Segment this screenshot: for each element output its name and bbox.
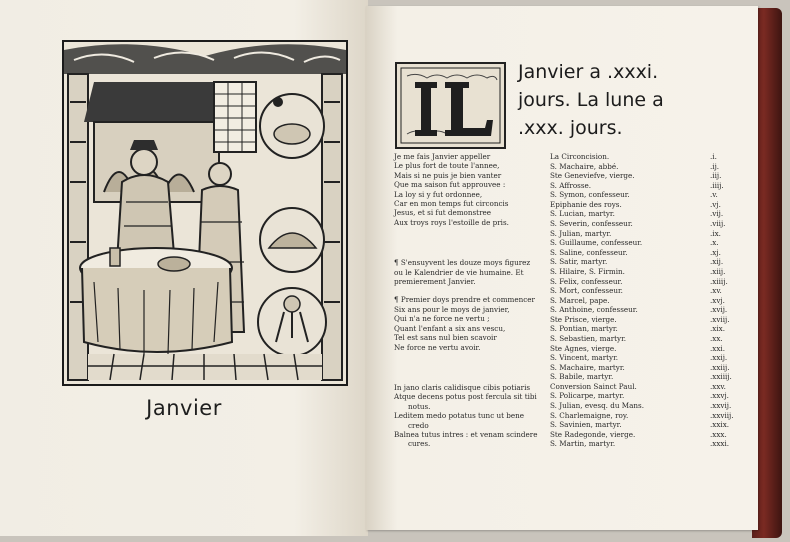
saint-name: S. Sebastien, martyr. xyxy=(550,333,627,343)
saint-day-row xyxy=(550,267,740,277)
saint-name: S. Vincent, martyr. xyxy=(550,353,619,363)
initial-letter-image xyxy=(397,64,504,147)
saint-name: S. Mort, confesseur. xyxy=(550,286,623,296)
saint-day-row xyxy=(550,248,740,258)
month-heading xyxy=(518,58,738,142)
saint-day-row xyxy=(550,439,740,449)
saint-name: S. Machaire, abbé. xyxy=(550,161,619,171)
saint-name: S. Policarpe, martyr. xyxy=(550,391,625,401)
day-number: .xix. xyxy=(710,324,725,334)
saint-name: S. Savinien, martyr. xyxy=(550,420,622,430)
saint-day-row xyxy=(550,382,740,392)
verse-line: Que ma saison fut approuvee : xyxy=(394,180,506,190)
saint-day-row xyxy=(550,315,740,325)
verse-line: premierement Janvier. xyxy=(394,277,476,287)
verse-line: Six ans pour le moys de janvier, xyxy=(394,304,510,314)
spacer xyxy=(394,361,546,383)
saint-name: S. Babile, martyr. xyxy=(550,372,614,382)
saint-day-row xyxy=(550,430,740,440)
saint-name: S. Lucian, martyr. xyxy=(550,209,615,219)
day-number: .viij. xyxy=(710,219,726,229)
saint-name: Ste Agnes, vierge. xyxy=(550,343,617,353)
day-number: .xiij. xyxy=(710,266,726,276)
saint-name: S. Satir, martyr. xyxy=(550,257,608,267)
saint-name: S. Symon, confesseur. xyxy=(550,190,630,200)
saint-day-row xyxy=(550,344,740,354)
day-number: .xij. xyxy=(710,257,724,267)
saint-day-row xyxy=(550,229,740,239)
verse-line: ou le Kalendrier de vie humaine. Et xyxy=(394,267,524,277)
day-number: .vij. xyxy=(710,209,724,219)
verse-line: Qui n'a ne force ne vertu ; xyxy=(394,314,490,324)
saint-name: S. Anthoine, confesseur. xyxy=(550,305,638,315)
verse-line: ¶ Premier doys prendre et commencer xyxy=(394,295,535,305)
saint-day-row xyxy=(550,257,740,267)
verse-line: Aux troys roys l'estoille de pris. xyxy=(394,217,509,227)
saints-calendar xyxy=(550,152,740,449)
saint-day-row xyxy=(550,324,740,334)
verse-line: Mais si ne puis je bien vanter xyxy=(394,170,502,180)
latin-line: Leditem medo potatus tunc ut bene xyxy=(394,411,525,421)
verse-stanza-2 xyxy=(394,258,546,286)
saint-day-row xyxy=(550,277,740,287)
saint-name: S. Severin, confesseur. xyxy=(550,219,633,229)
day-number: .xxix. xyxy=(710,420,730,430)
latin-line: cures. xyxy=(408,439,431,449)
verse-line: Ne force ne vertu avoir. xyxy=(394,342,481,352)
woodcut-illustration xyxy=(62,40,348,386)
left-page xyxy=(0,0,368,536)
saint-day-row xyxy=(550,363,740,373)
saint-day-row xyxy=(550,209,740,219)
decorated-initial xyxy=(395,62,506,149)
saint-day-row xyxy=(550,286,740,296)
day-number: .xxiij. xyxy=(710,362,730,372)
saint-name: S. Machaire, martyr. xyxy=(550,362,625,372)
day-number: .iiij. xyxy=(710,180,724,190)
saint-day-row xyxy=(550,411,740,421)
day-number: .xj. xyxy=(710,247,721,257)
day-number: .xx. xyxy=(710,333,723,343)
saint-day-row xyxy=(550,353,740,363)
day-number: .ij. xyxy=(710,161,720,171)
verse-line: Le plus fort de toute l'annee, xyxy=(394,161,500,171)
day-number: .ix. xyxy=(710,228,721,238)
saint-name: S. Martin, martyr. xyxy=(550,439,616,449)
day-number: .xxiiij. xyxy=(710,372,732,382)
saint-name: S. Julian, evesq. du Mans. xyxy=(550,401,645,411)
day-number: .xv. xyxy=(710,286,722,296)
saint-name: Epiphanie des roys. xyxy=(550,199,622,209)
verse-line: Tel est sans nul bien scavoir xyxy=(394,333,497,343)
verse-line: La loy si y fut ordonnee, xyxy=(394,189,483,199)
day-number: .v. xyxy=(710,190,718,200)
saint-day-row xyxy=(550,420,740,430)
saint-name: S. Charlemaigne, roy. xyxy=(550,410,629,420)
day-number: .xxviij. xyxy=(710,410,734,420)
saint-name: S. Marcel, pape. xyxy=(550,295,610,305)
verse-line: Je me fais Janvier appeller xyxy=(394,152,491,161)
latin-verse xyxy=(394,383,546,449)
day-number: .xxv. xyxy=(710,381,726,391)
latin-line: Atque decens potus post fercula sit tibi xyxy=(394,392,537,402)
saint-name: S. Affrosse. xyxy=(550,180,592,190)
saint-day-row xyxy=(550,171,740,181)
saint-day-row xyxy=(550,219,740,229)
saint-name: S. Guillaume, confesseur. xyxy=(550,238,643,248)
verse-line: Car en mon temps fut circoncis xyxy=(394,199,509,209)
heading-line-1: Janvier a .xxxi. xyxy=(518,61,659,83)
saint-name: S. Saline, confesseur. xyxy=(550,247,628,257)
saint-day-row xyxy=(550,391,740,401)
day-number: .xxij. xyxy=(710,353,728,363)
saint-name: S. Pontian, martyr. xyxy=(550,324,618,334)
saint-day-row xyxy=(550,238,740,248)
latin-line: In jano claris calidisque cibis potiaris xyxy=(394,382,531,392)
day-number: .x. xyxy=(710,238,719,248)
heading-line-3: .xxx. jours. xyxy=(518,117,623,139)
verse-stanza-1 xyxy=(394,152,546,227)
verse-line: Quant l'enfant a six ans vescu, xyxy=(394,323,506,333)
heading-line-2: jours. La lune a xyxy=(518,89,664,111)
day-number: .vj. xyxy=(710,199,721,209)
saint-name: Ste Geneviefve, vierge. xyxy=(550,171,635,181)
day-number: .i. xyxy=(710,152,717,161)
latin-line: notus. xyxy=(408,401,431,411)
saint-day-row xyxy=(550,372,740,382)
saint-day-row xyxy=(550,334,740,344)
day-number: .xviij. xyxy=(710,314,730,324)
saint-name: La Circoncision. xyxy=(550,152,610,161)
illustration-caption: Janvier xyxy=(146,396,222,420)
day-number: .xvj. xyxy=(710,295,725,305)
saint-day-row xyxy=(550,401,740,411)
latin-line: credo xyxy=(408,420,429,430)
saint-name: Ste Radegonde, vierge. xyxy=(550,429,636,439)
day-number: .xiiij. xyxy=(710,276,728,286)
day-number: .xxxi. xyxy=(710,439,730,449)
day-number: .iij. xyxy=(710,171,722,181)
verse-stanza-3 xyxy=(394,295,546,351)
saint-day-row xyxy=(550,181,740,191)
day-number: .xxx. xyxy=(710,429,727,439)
saint-name: Ste Prisce, vierge. xyxy=(550,314,617,324)
saint-day-row xyxy=(550,152,740,162)
saint-day-row xyxy=(550,296,740,306)
saint-name: S. Felix, confesseur. xyxy=(550,276,623,286)
day-number: .xxvj. xyxy=(710,391,729,401)
saint-name: S. Hilaire, S. Firmin. xyxy=(550,266,625,276)
saint-day-row xyxy=(550,200,740,210)
verse-column xyxy=(394,152,546,449)
verse-line: ¶ S'ensuyvent les douze moys figurez xyxy=(394,258,531,268)
latin-line: Balnea tutus intres : et venam scindere xyxy=(394,429,538,439)
saint-name: S. Julian, martyr. xyxy=(550,228,612,238)
saint-day-row xyxy=(550,162,740,172)
day-number: .xvij. xyxy=(710,305,728,315)
saint-name: Conversion Sainct Paul. xyxy=(550,381,637,391)
saint-day-row xyxy=(550,190,740,200)
woodcut-image xyxy=(64,42,346,384)
day-number: .xxvij. xyxy=(710,401,732,411)
day-number: .xxi. xyxy=(710,343,725,353)
saint-day-row xyxy=(550,305,740,315)
verse-line: Jesus, et si fut demonstree xyxy=(394,208,492,218)
spacer xyxy=(394,236,546,258)
